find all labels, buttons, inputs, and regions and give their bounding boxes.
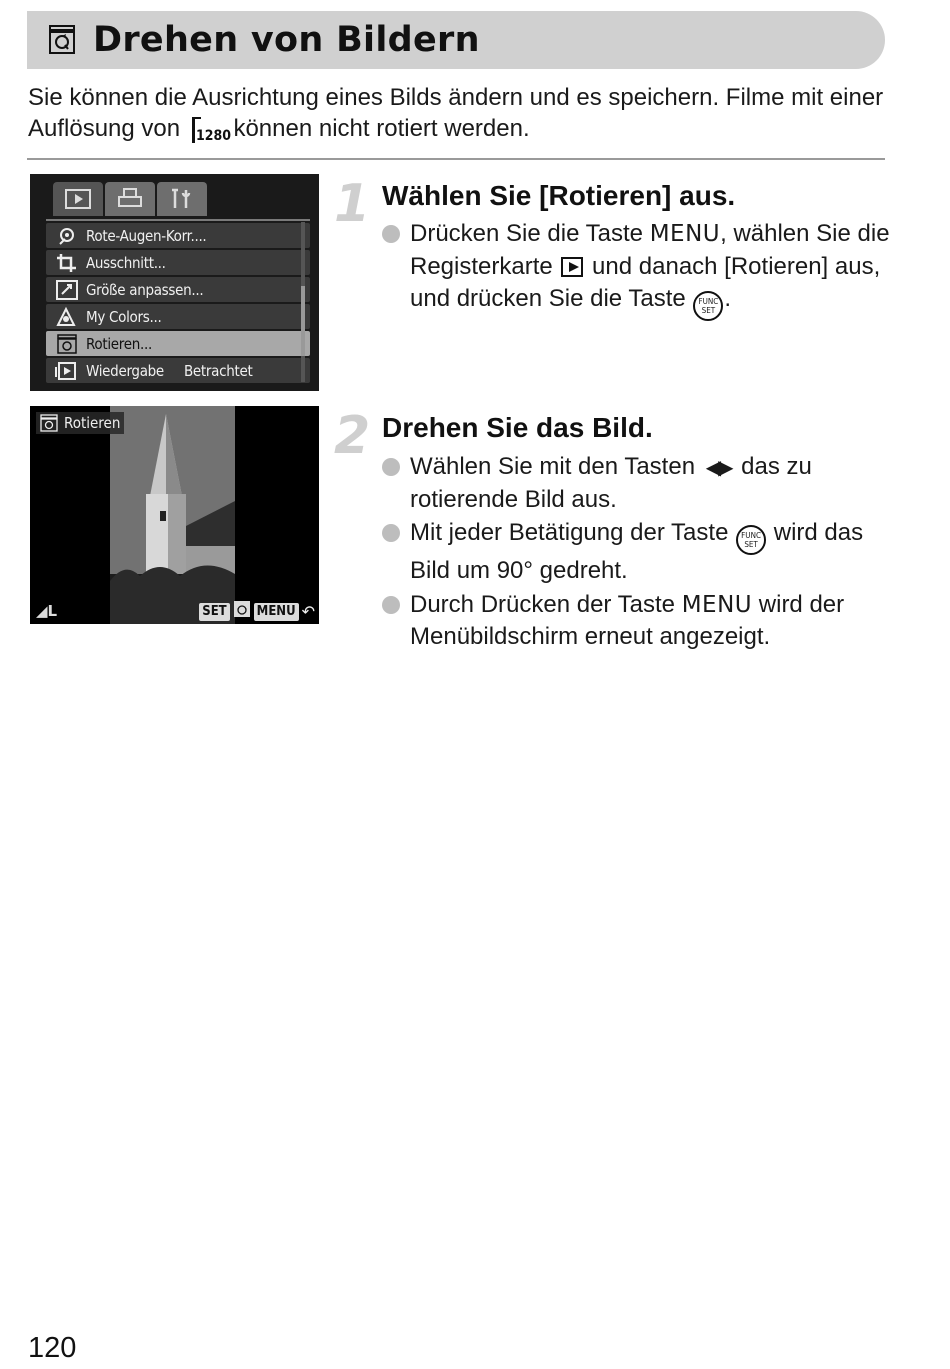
red-eye-icon — [54, 226, 80, 246]
resize-icon — [54, 280, 80, 300]
page-title: Drehen von Bildern — [93, 20, 480, 60]
menu-item-red-eye: Rote-Augen-Korr.... — [46, 223, 310, 248]
image-size-icon: ◢L — [36, 602, 58, 620]
step-bullets — [382, 218, 894, 322]
crop-icon — [54, 253, 80, 273]
camera-rotate-screenshot — [30, 406, 319, 624]
settings-tab-icon — [157, 182, 207, 216]
intro-paragraph — [28, 82, 908, 144]
step-heading: Drehen Sie das Bild. — [382, 412, 653, 443]
set-chip: SET — [199, 603, 229, 621]
step-number: 2 — [334, 406, 371, 466]
menu-scrollbar — [301, 222, 305, 382]
movie-1280-icon — [191, 116, 231, 144]
my-colors-icon — [54, 307, 80, 327]
menu-tabs — [53, 182, 207, 216]
bullet-dot — [382, 458, 400, 476]
bullet-item: Wählen Sie mit den Tasten ◀▶ das zu rotierende Bild aus. — [382, 451, 894, 516]
step-heading: Wählen Sie [Rotieren] aus. — [382, 180, 736, 211]
rotate-icon — [54, 334, 80, 354]
bullet-dot — [382, 524, 400, 542]
left-right-arrows-icon: ◀▶ — [705, 455, 731, 479]
bullet-dot — [382, 596, 400, 614]
page-number: 120 — [28, 1332, 77, 1364]
print-tab-icon — [105, 182, 155, 216]
menu-button-glyph: MENU — [681, 591, 753, 618]
divider — [27, 158, 885, 160]
playback-tab-icon — [53, 182, 103, 216]
church-photo — [110, 406, 235, 624]
step-1 — [334, 174, 894, 358]
func-set-button-icon: FUNC SET — [736, 525, 766, 555]
svg-text:1280: 1280 — [195, 127, 231, 144]
rotate-icon — [233, 600, 251, 623]
step-2 — [334, 406, 894, 650]
rotate-icon — [47, 25, 77, 55]
menu-list — [46, 219, 310, 385]
rotate-button-guide — [199, 600, 315, 623]
step-number: 1 — [334, 174, 371, 234]
bullet-item: Drücken Sie die Taste MENU, wählen Sie die Registerkarte und danach [Rotieren] aus, und drücken Sie die Taste FUNC SET . — [382, 218, 894, 321]
menu-chip: MENU — [254, 603, 299, 621]
intro-text-after: können nicht rotiert werden. — [233, 115, 530, 142]
step-bullets — [382, 451, 894, 655]
menu-item-resize: Größe anpassen... — [46, 277, 310, 302]
playback-tab-icon — [561, 257, 583, 277]
menu-item-rotate: Rotieren... — [46, 331, 310, 356]
bullet-dot — [382, 225, 400, 243]
menu-item-resume-playback: Wiedergabe Betrachtet — [46, 358, 310, 383]
rotate-mode-label: Rotieren — [36, 412, 124, 434]
bullet-item: Durch Drücken der Taste MENU wird der Menübildschirm erneut angezeigt. — [382, 589, 894, 654]
menu-item-my-colors: My Colors... — [46, 304, 310, 329]
intro-text-before: Sie können die Ausrichtung eines Bilds ändern und es speichern. Filme mit einer Auflösung von — [28, 84, 884, 142]
section-title-bar — [27, 11, 885, 69]
rotate-icon — [40, 414, 58, 432]
camera-menu-screenshot — [30, 174, 319, 391]
func-set-button-icon: FUNC SET — [693, 291, 723, 321]
resume-playback-icon — [54, 361, 80, 381]
back-icon: ↶ — [301, 602, 315, 621]
bullet-item: Mit jeder Betätigung der Taste FUNC SET wird das Bild um 90° gedreht. — [382, 517, 894, 588]
menu-button-glyph: MENU — [649, 221, 721, 247]
menu-item-trimming: Ausschnitt... — [46, 250, 310, 275]
